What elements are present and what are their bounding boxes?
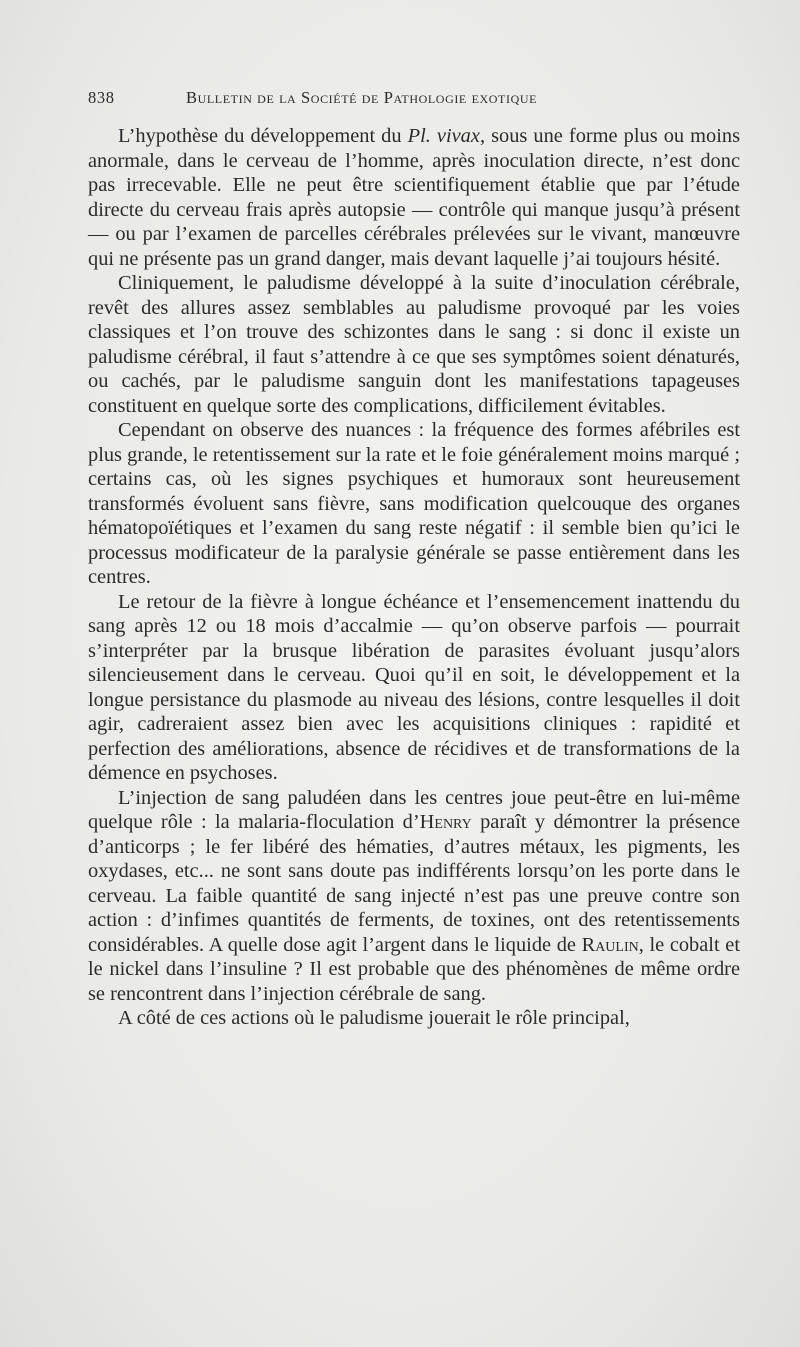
page-number: 838 [88, 88, 115, 107]
author-name-raulin: Raulin [581, 933, 639, 956]
species-name: Pl. vivax [407, 125, 480, 147]
author-name-henry: Henry [419, 811, 472, 833]
paragraph-1-text-start: L’hypothèse du développement du [118, 125, 408, 147]
paragraph-5-text-3: , le cobalt et le nickel dans l’insuline ? Il est probable que des phénomènes de même ordre se rencontrent dans l’injection cérébrale de sang. [88, 933, 740, 1005]
paragraph-1 [88, 124, 740, 271]
paragraph-5 [88, 786, 740, 1007]
paragraph-3: Cependant on observe des nuances : la fréquence des formes afébriles est plus grande, le retentissement sur la rate et le foie généralement moins marqué ; certains cas, où les signes psychiques et humoraux sont heureusement transformés évoluent sans fièvre, sans modification quelcouque des organes hématopoïétiques et l’examen du sang reste négatif : il semble bien qu’ici le processus modificateur de la paralysie générale se passe entièrement dans les centres. [88, 419, 740, 588]
paragraph-2: Cliniquement, le paludisme développé à la suite d’inoculation cérébrale, revêt des allures assez semblables au paludisme provoqué par les voies classiques et l’on trouve des schizontes dans le sang : si donc il existe un paludisme cérébral, il faut s’attendre à ce que ses symptômes soient dénaturés, ou cachés, par le paludisme sanguin dont les manifestations tapageuses constituent en quelque sorte des complications, difficilement évitables. [88, 272, 740, 417]
paragraph-4: Le retour de la fièvre à longue échéance et l’ensemencement inattendu du sang après 12 ou 18 mois d’accalmie — qu’on observe parfois — pourrait s’interpréter par la brusque libération de parasites évoluant jusqu’alors silencieusement dans le cerveau. Quoi qu’il en soit, le développement et la longue persistance du plasmode au niveau des lésions, contre lesquelles il doit agir, cadreraient assez bien avec les acquisitions cliniques : rapidité et perfection des améliorations, absence de récidives et de transformations de la démence en psychoses. [88, 590, 740, 784]
running-title: Bulletin de la Société de Pathologie exotique [186, 88, 538, 107]
page-header [88, 88, 648, 112]
paragraph-5-text-2: paraît y démontrer la présence d’anticorps ; le fer libéré des hématies, d’autres métaux, les pigments, les oxydases, etc... ne sont sans doute pas indifférents lorsqu’on les porte dans le cerveau. La faible quantité de sang injecté n’est pas une preuve contre son action : d’infimes quantités de ferments, de toxines, ont des retentissements considérables. A quelle dose agit l’argent dans le liquide de [88, 811, 740, 956]
paragraph-6: A côté de ces actions où le paludisme jouerait le rôle principal, [118, 1007, 630, 1029]
body-text [88, 124, 740, 1031]
paragraph-1-text-end: , sous une forme plus ou moins anormale, dans le cerveau de l’homme, après inoculation directe, n’est donc pas irrecevable. Elle ne peut être scientifiquement établie que par l’étude directe du cerveau frais après autopsie — contrôle qui manque jusqu’à présent — ou par l’examen de parcelles cérébrales prélevées sur le vivant, manœuvre qui ne présente pas un grand danger, mais devant laquelle j’ai toujours hésité. [88, 125, 741, 270]
paragraph-5-text-1: L’injection de sang paludéen dans les centres joue peut-être en lui-même quelque rôle : la malaria-floculation d’ [88, 786, 740, 833]
